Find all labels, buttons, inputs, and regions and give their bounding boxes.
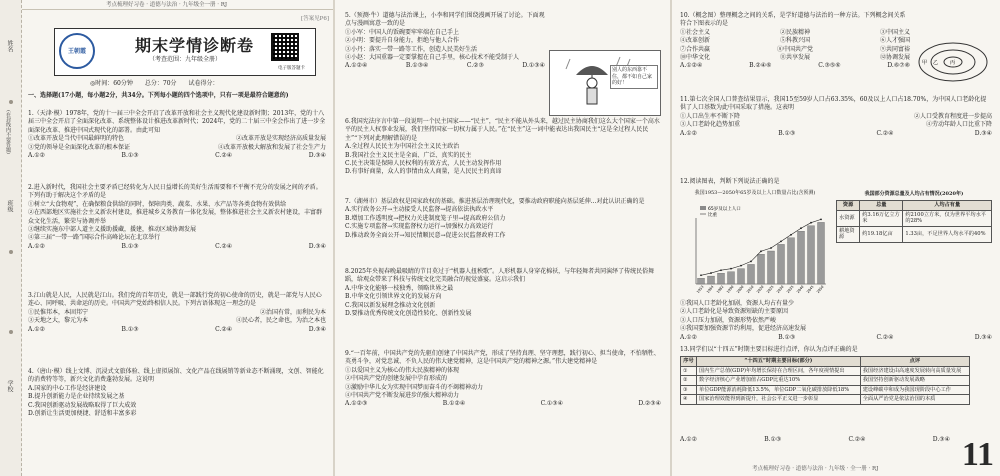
table-row (681, 376, 970, 386)
table-cell: 国内生产总值(GDP)年均增长保持在合理区间，各年度视情提出 (697, 366, 861, 376)
statement-item: ④中国共产党不断发展进步的强大精神动力 (345, 392, 460, 400)
chart-bar (738, 269, 745, 284)
question-3 (28, 292, 326, 334)
exam-time: ◎时间：60分钟 (90, 80, 133, 87)
option-d[interactable]: D.③④ (974, 129, 992, 137)
question-stem: 11.第七次全国人口普查结果显示，我国15至59岁人口占63.35%，60及以上人口占18.70%，为中国人口老龄化提供了人口基数为此中国采取了措施。这表明 (680, 96, 987, 112)
table-header: 序号 (681, 357, 697, 367)
statement-item: ②治国有常，而利民为本 (259, 308, 326, 316)
option-c[interactable]: C.②④ (215, 242, 233, 250)
statement-item: ①改革开放是当代中国最鲜明的特色 (28, 135, 125, 143)
legend-label: 比重 (708, 213, 717, 218)
exam-page-1 (0, 0, 333, 476)
x-tick-label: 2040 (795, 284, 805, 294)
question-stem: 7.（湖州市）基层政权是国家政权的基础。推进基层治理现代化，要推动政府职能向基层延伸...对此认识正确的是 (345, 198, 645, 205)
x-tick-label: 2020 (755, 284, 765, 294)
statement-item: ①社会主义 (680, 28, 711, 36)
option-b[interactable]: B.①③ (764, 436, 782, 443)
binding-hole-icon (9, 100, 13, 104)
question-12-stem: 12.阅读图表，判断下列说法正确的是 (680, 178, 780, 185)
table-cell: 我国经济建设由高速度发展转向高质量发展 (860, 366, 969, 376)
question-stem: 3.江山就是人民，人民就是江山。我们党的百年历史，就是一部践行党的初心使命的历史，就是一部党与人民心连心、同呼吸、共命运的历史。中国共产党始终相信人民。下列古语体现这一理念的是 (28, 292, 322, 308)
question-stem: 9.“一百年前，中国共产党的先驱们创建了中国共产党，形成了坚持真理、坚守理想，践行初心、担当使命，不怕牺牲、英勇斗争，对党忠诚、不负人民的伟大建党精神，这是中国共产党的精神之源。”伟大建党精神是 (345, 350, 660, 366)
statement-item: ①小军：中国人的饭碗要牢牢端在自己手上 (345, 28, 460, 36)
chart-point (720, 269, 722, 271)
statement-item: ④小赵：大国重器一定要掌握在自己手里，核心技术不能受制于人 (345, 54, 520, 62)
chart-point (790, 234, 792, 236)
chart-point (820, 219, 822, 221)
option-d[interactable]: D.③④ (308, 152, 326, 160)
binding-strip (0, 0, 22, 476)
chart-bar (728, 272, 735, 284)
chart-point (780, 241, 782, 243)
statement-item: ②改革开放是实现经济高质量发展 (235, 135, 326, 143)
option-d[interactable]: D.③④ (308, 242, 326, 250)
option-d[interactable]: D.①③④ (522, 62, 545, 70)
statement-item: ①以爱国主义为核心的伟大民族精神的体现 (345, 366, 460, 374)
statement-item: ⑥人才强国 (879, 37, 910, 45)
chart-bar (758, 254, 765, 284)
option-c[interactable]: C.②④ (848, 436, 866, 443)
question-10 (680, 12, 910, 71)
cartoon-illustration (549, 50, 661, 116)
statement-item: ⑤科教兴国 (779, 37, 810, 45)
option-d[interactable]: D.③④ (932, 436, 950, 443)
chart-bar (768, 251, 775, 284)
binding-hole-icon (9, 330, 13, 334)
table-cell: 水资源 (837, 210, 860, 226)
statement-item: ③党的领导是全面深化改革的根本保证 (28, 143, 131, 151)
table-cell: 数字经济核心产业增加值占GDP比重达10% (697, 376, 861, 386)
option-a[interactable]: A.①② (28, 325, 45, 333)
option-d[interactable]: D.③④ (308, 325, 326, 333)
x-tick-label: 1953 (695, 284, 705, 294)
x-tick-label: 2035 (785, 284, 795, 294)
option-d[interactable]: D.有事好商量，众人的事情由众人商量，是人民民主的真谛 (345, 168, 502, 176)
venn-diagram (916, 40, 990, 84)
table-cell: 约19.18亿亩 (860, 226, 903, 242)
statement-item: ③小丹：落实一带一路等工作，创造人民美好生活 (345, 45, 478, 53)
legend-label: 65岁及以上人口 (708, 207, 741, 212)
x-tick-label: 2030 (775, 284, 785, 294)
option-a[interactable]: A.①②④ (680, 62, 703, 70)
qr-caption: 电子版答题卡 (278, 66, 305, 71)
option-c[interactable]: C.我国创新驱动发展战略取得了巨大成效 (28, 401, 137, 409)
table-header: 点评 (860, 357, 969, 367)
question-stem: 5.（预测·牛）道德与法治课上，小李和同学们围绕漫画开展了讨论。下面观点与漫画寓意一致的是 (345, 12, 545, 28)
statement-item: ⑩中华文化 (680, 54, 711, 62)
statement-item: ③天地之大，黎元为本 (28, 317, 89, 325)
table-row (837, 226, 992, 242)
statement-item: ④我国要加强资源节约利用，促进经济高速发展 (680, 325, 807, 333)
question-13-stem: 13.同学们以“十四五”时期主要目标进行点评，你认为点评正确的是 (680, 346, 858, 353)
question-stem: 4.（唐山·模）线上文博、沉浸式文旅体验、线上虚拟展馆、文化产品在线展销等新业态不断涌现，文创、智能化的消费特等等，新兴文化消费蓬勃发展。这说明 (28, 368, 324, 384)
exam-score-field[interactable]: 试卷得分： (188, 80, 219, 87)
option-c[interactable]: C.②④ (876, 129, 894, 137)
option-d[interactable]: D.③④ (974, 333, 992, 341)
option-a[interactable]: A.①② (28, 152, 45, 160)
chart-bar (718, 273, 725, 284)
question-12-options (680, 300, 992, 342)
option-b[interactable]: B.①③ (121, 152, 139, 160)
statement-item: ②在西部地区实施社会主义新农村建设，推进城乡义务教育一体化发展，整体推进社会主义新农村建设，丰富群众文化生活，繁荣与协调并举 (28, 209, 323, 225)
question-5 (345, 12, 545, 71)
chart-bar (778, 244, 785, 284)
option-a[interactable]: A.①②③ (345, 400, 368, 408)
option-a[interactable]: A.中华文化能够一枝独秀，领略世界之最 (345, 284, 454, 292)
binding-class-label: 班级 (6, 200, 13, 212)
exam-total-score: 总分：70分 (144, 80, 177, 87)
qr-code-icon[interactable] (271, 33, 299, 61)
statement-item: ④改革创新 (680, 37, 711, 45)
table-header: 总量 (860, 201, 903, 211)
option-a[interactable]: A.①② (28, 242, 45, 250)
cartoon-speech-bubble: 别人的东西靠不住，都不如自己家的好！ (610, 65, 658, 89)
statement-item: ③激励中华儿女为实现中国梦而奋斗的不竭精神动力 (345, 383, 484, 391)
x-tick-label: 2045 (805, 284, 815, 294)
statement-item: ②人口受教育程度进一步提高 (913, 112, 992, 120)
option-b[interactable]: B.我国社会主义民主是全面、广泛、真实的民主 (345, 151, 472, 159)
question-stem: 2.进入新时代，我国社会主要矛盾已经转化为人民日益增长的美好生活需要和不平衡不充分的发展之间的矛盾。下列有助于解决这个矛盾的是 (28, 184, 322, 200)
table-cell: 我国坚持创新驱动发展战略 (860, 376, 969, 386)
table-cell: 1.33亩，不足世界人均水平的40% (903, 226, 992, 242)
x-tick-label: 2010 (745, 284, 755, 294)
chart-point (800, 227, 802, 229)
chart-bar (708, 276, 715, 284)
statement-item: ①树立“大食物观”，在确保粮食供给的同时，保障肉类、蔬菜、水果、水产品等各类食物有效供给 (28, 200, 287, 208)
option-a[interactable]: A.①② (680, 333, 697, 341)
option-d[interactable]: D.②③④ (638, 400, 661, 408)
table-row (681, 385, 970, 395)
table-header: 人均占有量 (903, 201, 992, 211)
table-cell: ② (681, 376, 697, 386)
chart-bar (788, 238, 795, 284)
option-a[interactable]: A.①②④ (345, 62, 368, 70)
page-header: 考点梳理好习卷 · 道德与法治 · 九年级全一册 · RJ (0, 0, 333, 10)
table-cell: ④ (681, 395, 697, 405)
option-b[interactable]: B.中华文化引领世界文化的发展方向 (345, 293, 442, 301)
statement-item: ②民族精神 (779, 28, 810, 36)
exam-page-2 (335, 0, 670, 476)
statement-item: ⑦合作共赢 (680, 45, 711, 53)
option-b[interactable]: B.①③④ (405, 62, 429, 70)
question-9 (345, 350, 661, 409)
table-cell: 国家治理效能得到新提升，社会公平正义进一步彰显 (697, 395, 861, 405)
question-stem: 6.我国宪法序言中第一段说明一个民主国家——“民主”，“民主不能从外头来，越过民主协商我们这么大个国家一个高水平的民主人权事业发展，我们坚持国家一切权力属于人民。”在“民主”这一词中能表达出我国民主“这是全过程人民民主”“下列对此理解错误的是 (345, 118, 660, 142)
option-a[interactable]: A.全过程人民民主为中国社会主义民主政治 (345, 143, 460, 151)
chart-point (810, 222, 812, 224)
option-b[interactable]: B.①③ (778, 333, 796, 341)
statement-item: ⑧中国共产党 (776, 45, 813, 53)
venn-label: 乙 (933, 60, 939, 66)
option-b[interactable]: B.提升创新能力是企业持续发展之基 (28, 393, 125, 401)
option-c[interactable]: C.②③ (466, 62, 484, 70)
option-d[interactable]: D.⑥⑦⑧ (887, 62, 910, 70)
page-footer: 考点梳理好习卷 · 道德与法治 · 九年级 · 全一册 · RJ (752, 466, 879, 472)
table-cell: ③ (681, 385, 697, 395)
option-c[interactable]: C.我国以新发展理念推动文化创新 (345, 301, 436, 309)
chart-point (710, 272, 712, 274)
question-8 (345, 268, 661, 318)
statement-item: ⑨共同富裕 (879, 45, 910, 53)
question-2 (28, 184, 326, 251)
option-c[interactable]: C.③⑤⑥ (818, 62, 841, 70)
chart-title: 我国1953—2050年65岁及以上人口数量占比(含预测) (694, 190, 816, 196)
option-b[interactable]: B.增加工作透明度→把权力关进制度笼子里→提高政府公信力 (345, 214, 506, 222)
resource-table-title: 我国部分资源总量及人均占有情况(2020年) (864, 191, 964, 197)
option-a[interactable]: A.国家的中心工作是经济建设 (28, 384, 107, 392)
venn-label: 甲 (922, 60, 928, 66)
exam-meta (90, 80, 310, 88)
option-c[interactable]: C.民主决策是保障人民权利的有效方式，人民主动发挥作用 (345, 160, 502, 168)
chart-point (740, 265, 742, 267)
statement-item: ③继续实施东中部人道主义援助援藏，援建，推动区域协调发展 (28, 226, 197, 234)
question-13-options (680, 436, 950, 444)
legend-swatch (700, 206, 706, 210)
chart-point (750, 261, 752, 263)
option-c[interactable]: C.①③④ (540, 400, 563, 408)
option-c[interactable]: C.实施专项监督→实现监督权力运行→加强权力高效运行 (345, 223, 494, 231)
chart-bar (808, 226, 815, 284)
statement-item: ①我国人口老龄化加剧，资源人均占有量少 (680, 300, 795, 307)
x-tick-label: 1964 (705, 284, 715, 294)
statement-item: ⑫协调发展 (879, 54, 910, 62)
x-tick-label: 2050 (815, 284, 825, 294)
table-row (837, 210, 992, 226)
statement-item: ③人口压力加剧，资源形势依然严峻 (680, 316, 777, 324)
publisher-logo-icon: 王朝霞 (59, 33, 95, 69)
statement-item: ③人口老龄化趋势加重 (680, 121, 741, 129)
option-b[interactable]: B.①③ (778, 129, 796, 137)
option-c[interactable]: C.②④ (215, 325, 233, 333)
x-tick-label: 2000 (735, 284, 745, 294)
exam-title-box (54, 28, 316, 76)
option-d[interactable]: D.要推动优秀传统文化创造性转化、创新性发展 (345, 310, 472, 318)
table-cell: 建设峰碳中和成为我国现阶段中心工作 (860, 385, 969, 395)
statement-item: ④劳动年龄人口比重下降 (925, 121, 992, 129)
page-number: 11 (961, 436, 994, 473)
statement-item: ③中国主义 (879, 28, 910, 36)
option-a[interactable]: A.①② (680, 129, 697, 137)
table-row (681, 395, 970, 405)
binding-hole-icon (9, 250, 13, 254)
option-b[interactable]: B.①③ (121, 242, 139, 250)
table-row (681, 366, 970, 376)
statement-item: ④第三届“一带一路”国际合作高峰论坛在北京举行 (28, 234, 161, 242)
question-11 (680, 96, 992, 138)
page-title: 期末学情诊断卷 (135, 36, 255, 55)
statement-item: ④民心者，民之命也，为治之本也 (235, 317, 326, 325)
statement-item: ④改革开放极大解放和发展了社会生产力 (217, 143, 326, 151)
aging-population-chart (680, 204, 830, 300)
question-1 (28, 110, 326, 160)
question-7 (345, 198, 661, 240)
option-b[interactable]: B.②④⑥ (749, 62, 772, 70)
option-b[interactable]: B.①③ (121, 325, 139, 333)
question-stem: 10.（概念图）整理概念之间的关系，是学好道德与法治的一种方法。下列概念间关系符合下图表示的是 (680, 12, 906, 28)
table-cell: ① (681, 366, 697, 376)
venn-label: 丙 (950, 60, 956, 66)
table-cell: 约2100立方米，仅为世界平均水平的28% (903, 210, 992, 226)
table-cell: 单位GDP能源消耗降低13.5%，单位GDP二氧化碳排放降低18% (697, 385, 861, 395)
option-b[interactable]: B.①②④ (442, 400, 466, 408)
resource-table (836, 200, 992, 243)
chart-bar (798, 231, 805, 284)
binding-name-label: 姓名 (6, 40, 13, 52)
option-c[interactable]: C.②④ (876, 333, 894, 341)
chart-bar (748, 264, 755, 284)
chart-bar (818, 222, 825, 284)
chart-point (760, 250, 762, 252)
table-cell: 耕地资源 (837, 226, 860, 242)
x-tick-label: 2025 (765, 284, 775, 294)
table-header: “十四五”时期主要目标(部分) (697, 357, 861, 367)
statement-item: ②小明：要提升自身能力，拒绝与他人合作 (345, 37, 460, 45)
option-a[interactable]: A.①② (680, 436, 697, 443)
binding-note: (在封线内不要答题) (5, 110, 11, 154)
binding-school-label: 学校 (6, 380, 13, 392)
option-c[interactable]: C.②④ (215, 152, 233, 160)
x-tick-label: 1990 (725, 284, 735, 294)
table-cell: 全面从严治党是依法治国的本质 (860, 395, 969, 405)
statement-item: ⑪共享发展 (779, 54, 810, 62)
table-cell: 约3.16万亿立方米 (860, 210, 903, 226)
option-a[interactable]: A.实行政务公开→主动接受人民监督→提高依法执政水平 (345, 206, 494, 214)
statement-item: ①民惟邦本，本固邦宁 (28, 308, 89, 316)
goals-table (680, 356, 970, 405)
statement-item: ②人口老龄化是导致资源短缺的主要原因 (680, 308, 789, 316)
chart-bar (698, 278, 705, 284)
x-tick-label: 1982 (715, 284, 725, 294)
chart-point (700, 274, 702, 276)
chart-point (730, 268, 732, 270)
question-4 (28, 368, 326, 418)
question-stem: 8.2025年央视春晚最吸睛的节目莫过于“机器人扭秧歌”。人形机器人身穿花棉袄，与年轻舞者共同演绎了传统民俗舞蹈，给观众带来了科技与传统文化完美融合的视觉盛宴。这启示我们 (345, 268, 655, 284)
exam-page-3 (672, 0, 1000, 476)
option-d[interactable]: D.创新让生活更加便捷、舒适和丰富多彩 (28, 410, 137, 418)
section-heading: 一、选择题(17小题，每小题2分，共34分。下列每小题的四个选项中，只有一项是最符合题意的) (28, 92, 289, 99)
answer-page-note: [答案见P6] (301, 16, 329, 22)
statement-item: ①人口出生率不断下降 (680, 112, 741, 120)
option-d[interactable]: D.推动政务全面公开→知民情顺民意→促进公民监督政府工作 (345, 231, 506, 239)
question-stem: 1.（天津·模）1978年，党的十一届三中全会开启了改革开放和社会主义现代化建设新时期；2013年，党的十八届三中全会开启了全面深化改革、系统整体设计推进改革新时代；2024年，党的二十届三中全会作出了进一步全面深化改革、推进中国式现代化的部署。由此可知 (28, 110, 326, 134)
table-header: 资源 (837, 201, 860, 211)
statement-item: ②中国共产党的创建发展中孕育形成的 (345, 375, 448, 383)
exam-scope: （考查范围：九年级全册） (149, 56, 222, 63)
question-6 (345, 118, 661, 177)
chart-point (770, 247, 772, 249)
